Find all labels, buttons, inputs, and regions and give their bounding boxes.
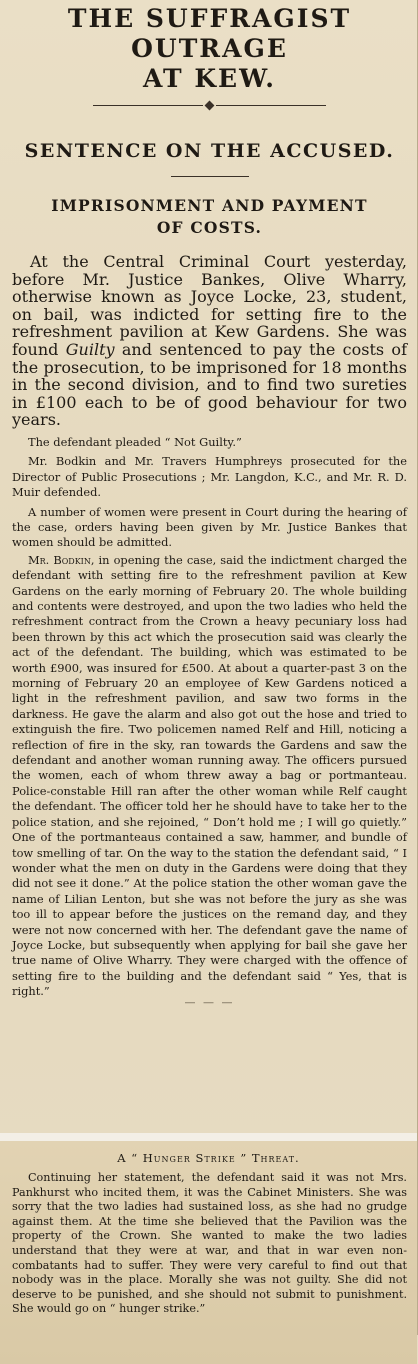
paragraph-counsel: Mr. Bodkin and Mr. Travers Humphreys prosecuted for the Director of Public Prosecutions ; Mr. Langdon, K.C., and Mr. R. D. Muir defended. xyxy=(12,454,407,500)
hunger-strike-body: Continuing her statement, the defendant said it was not Mrs. Pankhurst who incited them, it was the Cabinet Ministers. She was sorry that the two ladies had sustained loss, as she had no grudge against them. At the time she believed that the Pavilion was the property of the Crown. She wanted to make the two ladies understand that they were at war, and that in war even non-combatants had to suffer. They were very careful to find out that nobody was in the place. Morally she was not guilty. She did not deserve to be punished, and she should not submit to punishment. She would go on “ hunger strike.” xyxy=(12,1171,407,1316)
paragraph-plea: The defendant pleaded “ Not Guilty.” xyxy=(28,434,242,449)
subhead-imprisonment-line-1: IMPRISONMENT AND PAYMENT xyxy=(51,196,368,215)
cut-off-line: — — — xyxy=(184,995,235,1009)
hunger-strike-heading: A “ Hunger Strike ” Threat. xyxy=(117,1151,300,1165)
subhead-sentence: SENTENCE ON THE ACCUSED. xyxy=(24,140,395,162)
counsel-name: Mr. Bodkin xyxy=(28,552,91,567)
headline-line-1: THE SUFFRAGIST OUTRAGE xyxy=(67,4,352,63)
ornament-divider xyxy=(12,98,407,112)
divider-rule xyxy=(171,176,249,177)
paragraph-opening xyxy=(12,553,407,1000)
lead-text: At the Central Criminal Court yesterday, before Mr. Justice Bankes, Olive Wharry, otherwise known as Joyce Locke, 23, student, on bail, was indicted for setting fire to the refreshment pavilion at Kew Gardens. She was found xyxy=(12,252,407,359)
headline-line-2: AT KEW. xyxy=(142,64,276,93)
verdict-text: Guilty xyxy=(65,339,115,359)
lead-paragraph xyxy=(12,253,407,429)
paragraph-women-present: A number of women were present in Court during the hearing of the case, orders having been given by Mr. Justice Bankes that women should be admitted. xyxy=(12,504,407,550)
opening-text: , in opening the case, said the indictment charged the defendant with setting fire to the refreshment pavilion at Kew Gardens on the early morning of February 20. The whole building and contents were destroyed, and upon the two ladies who held the refreshment contract from the Crown a heavy pecuniary loss had been thrown by this act which the prosecution said was clearly the act of the defendant. The building, which was estimated to be worth £900, was insured for £500. At about a quarter-past 3 on the morning of February 20 an employee of Kew Gardens noticed a light in the refreshment pavilion, and saw two forms in the darkness. He gave the alarm and also got out the hose and tried to extinguish the fire. Two policemen named Relf and Hill, noticing a reflection of fire in the sky, ran towards the Gardens and saw the defendant and another woman running away. The officers pursued the women, each of whom threw away a bag or portmanteau. Police-constable Hill ran after the other woman while Relf caught the defendant. The officer told her he should have to take her to the police station, and she rejoined, “ Don’t hold me ; I will go quietly.” One of the portmanteaus contained a saw, hammer, and bundle of tow smelling of tar. On the way to the station the defendant said, “ I wonder what the men on duty in the Gardens were doing that they did not see it done.” At the police station the other woman gave the name of Lilian Lenton, but she was not before the jury as she was too ill to appear before the justices on the remand day, and they were not now concerned with her. The defendant gave the name of Joyce Locke, but subsequently when applying for bail she gave her true name of Olive Wharry. They were charged with the offence of setting fire to the building and the defendant said “ Yes, that is right.” xyxy=(12,552,407,999)
subhead-imprisonment-line-2: OF COSTS. xyxy=(156,218,263,237)
hunger-strike-section xyxy=(0,1133,417,1364)
lead-rest-text: and sentenced to pay the costs of the prosecution, to be imprisoned for 18 months in the second division, and to find two sureties in £100 each to be of good behaviour for two years. xyxy=(12,339,407,430)
